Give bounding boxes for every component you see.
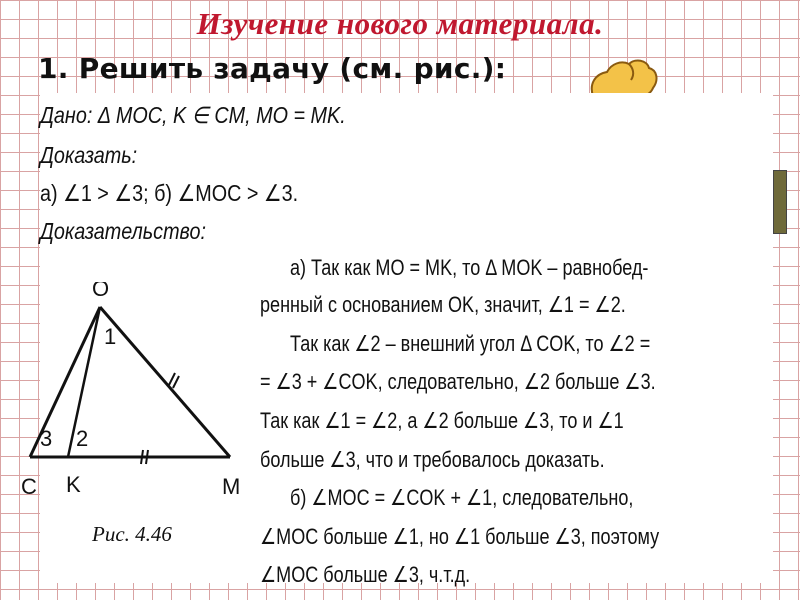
angle-1-label: 1	[104, 324, 117, 349]
vertex-m-label: M	[222, 474, 241, 499]
tick-mark-km	[146, 450, 148, 464]
prove-items: а) ∠1 > ∠3; б) ∠MOC > ∠3.	[40, 180, 299, 206]
tick-mark-om	[173, 376, 179, 388]
proof-line-4: = ∠3 + ∠COK, следовательно, ∠2 больше ∠3.	[260, 369, 656, 394]
angle-3-label: 3	[40, 426, 53, 451]
vertex-o-label: O	[92, 282, 110, 301]
proof-line-9: ∠MOC больше ∠3, ч.т.д.	[260, 562, 471, 587]
vertex-c-label: C	[21, 474, 37, 499]
given-text: Дано: Δ MOC, K ∈ CM, MO = MK.	[40, 102, 346, 128]
proof-line-7: б) ∠MOC = ∠COK + ∠1, следовательно,	[290, 485, 634, 510]
side-decoration	[773, 170, 787, 234]
slide-title: Изучение нового материала.	[196, 6, 604, 41]
proof-line-3: Так как ∠2 – внешний угол Δ COK, то ∠2 =	[290, 331, 651, 356]
proof-line-6: больше ∠3, что и требовалось доказать.	[260, 447, 605, 472]
figure-caption: Рис. 4.46	[92, 522, 172, 546]
angle-2-label: 2	[76, 426, 89, 451]
proof-line-2: ренный с основанием OK, значит, ∠1 = ∠2.	[260, 292, 626, 317]
vertex-k-label: K	[66, 472, 81, 497]
tick-mark-om	[169, 373, 175, 385]
tick-mark-km	[141, 450, 143, 464]
proof-line-1: а) Так как MO = MK, то Δ MOK – равнобед-	[290, 255, 649, 280]
prove-label: Доказать:	[40, 142, 138, 168]
proof-line-5: Так как ∠1 = ∠2, а ∠2 больше ∠3, то и ∠1	[260, 408, 624, 433]
proof-label: Доказательство:	[40, 218, 206, 244]
proof-line-8: ∠MOC больше ∠1, но ∠1 больше ∠3, поэтому	[260, 524, 660, 549]
triangle-figure	[18, 282, 258, 522]
side-om	[100, 307, 230, 457]
task-heading: 1. Решить задачу (см. рис.):	[38, 52, 507, 85]
